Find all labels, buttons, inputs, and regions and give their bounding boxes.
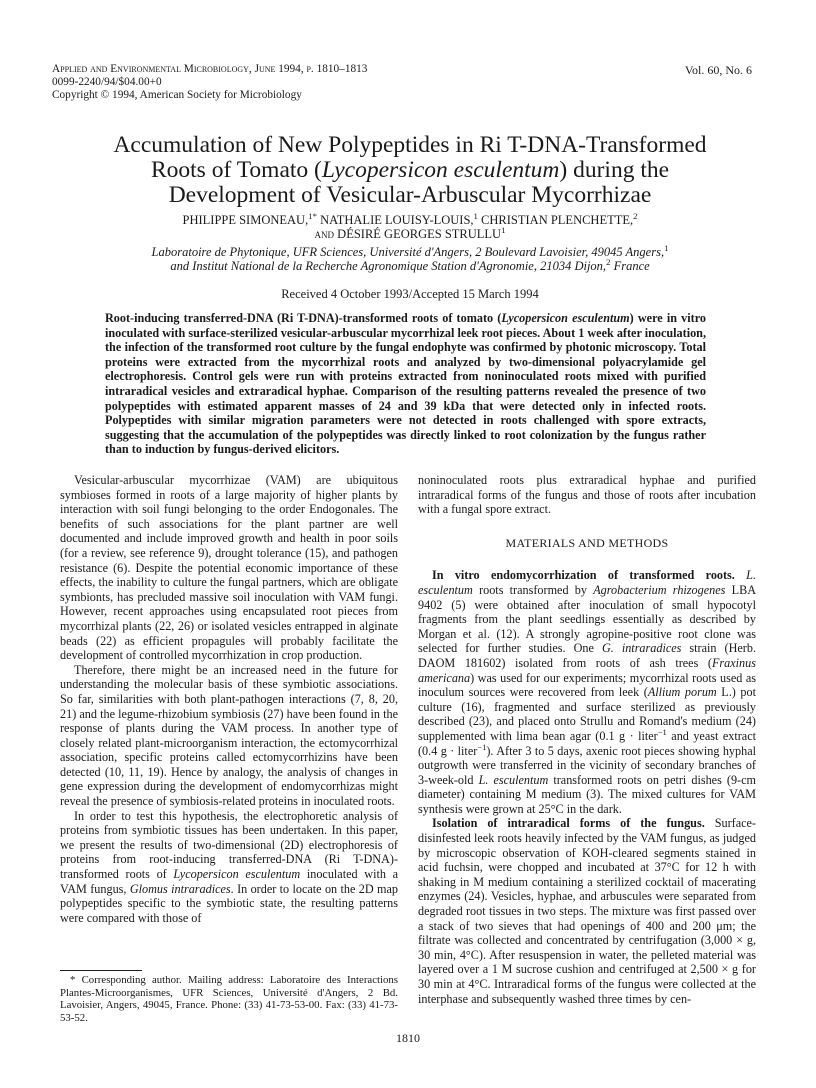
m2-text: Surface-disinfested leek roots heavily infected by the VAM fungus, as judged by microscopic observation of KOH-cleared segments stained in acid fuchsin, were chopped and incubated at 37°C for 12 h with shaking in M medium containing a sterilized cocktail of macerating enzymes (24). Vesicles, hyphae, and arbuscules were separated from degraded root tissues in two steps. The mixture was first passed over a stack of two sieves that had openings of 400 and 200 μm; the filtrate was collected and concentrated by centrifugation (3,000 × g, 30 min, 4°C). After resuspension in water, the pelleted material was layered over a 1 M sucrose cushion and centrifuged at 2,500 × g for 30 min at 4°C. Intraradical forms of the fungus were collected at the interphase and subsequently washed three times by cen- <box>418 816 756 1006</box>
m1-text-f: and yeast extract (0.4 g · liter <box>418 728 756 758</box>
footnote-divider <box>60 970 142 971</box>
volume-issue: Vol. 60, No. 6 <box>684 63 752 77</box>
author-3: CHRISTIAN PLENCHETTE, <box>481 213 634 227</box>
author-4-mark: 1 <box>501 224 506 235</box>
m1-italic-d: Fraxinus americana <box>418 655 756 685</box>
intro-paragraph-3 <box>60 809 398 926</box>
m1-text-a: roots transformed by <box>472 582 594 597</box>
abstract-text-1: Root-inducing transferred-DNA (Ri T-DNA)-transformed roots of tomato ( <box>105 311 502 325</box>
journal-code: 0099-2240/94/$04.00+0 <box>52 76 162 88</box>
author-2-mark: 1 <box>473 210 478 221</box>
left-column <box>60 473 398 925</box>
m1-text-b: LBA 9402 (5) were obtained after inoculation of small hypocotyl fragments from the plant seedlings essentially as described by Morgan et al. (12). A strongly agropine-positive root clone was selected for further studies. One <box>418 582 756 656</box>
author-1: PHILIPPE SIMONEAU, <box>182 213 309 227</box>
affiliation-2-country: France <box>613 259 650 273</box>
abstract-species: Lycopersicon esculentum <box>501 311 630 325</box>
m1-italic-b: Agrobacterium rhizogenes <box>593 582 726 597</box>
title-line-2-pre: Roots of Tomato ( <box>150 157 322 183</box>
abstract-text-2: ) were in vitro inoculated with surface-sterilized vesicular-arbuscular mycorrhizal leek root pieces. About 1 week after inoculation, the infection of the transformed root culture by the fungal endophyte was confirmed by photonic microscopy. Total proteins were extracted from the mycorrhizal roots and analyzed by two-dimensional polyacrylamide gel electrophoresis. Control gels were run with proteins extracted from noninoculated roots mixed with purified intraradical vesicles and extraradical hyphae. Comparison of the resulting patterns revealed the presence of two polypeptides with estimated apparent masses of 24 and 39 kDa that were detected only in infected roots. Polypeptides with similar migration parameters were not detected in roots challenged with spore extracts, suggesting that the accumulation of the polypeptides was directly linked to root colonization by the fungus rather than to induction by fungus-derived elicitors. <box>105 311 706 457</box>
abstract <box>105 311 706 457</box>
copyright: Copyright © 1994, American Society for Microbiology <box>52 89 302 101</box>
title-line-2-post: ) during the <box>559 157 670 183</box>
author-1-mark: 1* <box>308 210 317 221</box>
m1-italic-a: L. esculentum <box>418 568 756 597</box>
methods-paragraph-2 <box>418 816 756 1006</box>
title-line-1: Accumulation of New Polypeptides in Ri T-DNA-Transformed <box>113 132 707 158</box>
methods-paragraph-1 <box>418 568 756 816</box>
intro-p3-fungus: Glomus intraradices <box>129 881 231 896</box>
intro-paragraph-2: Therefore, there might be an increased need in the future for understanding the molecular basis of these symbiotic associations. So far, similarities with both plant-pathogen interactions (7, 8, 20, 21) and the legume-rhizobium symbiosis (27) have been found in the response of plants during the VAM process. In another type of closely related plant-microorganism interaction, the ectomycorrhizal association, specific proteins called ectomycorrhizins have been detected (10, 11, 19). Hence by analogy, the analysis of changes in gene expression during the development of endomycorrhizas might reveal the presence of symbiosis-related proteins in inoculated roots. <box>60 662 398 809</box>
received-dates: Received 4 October 1993/Accepted 15 March 1994 <box>281 287 539 301</box>
author-and: and <box>314 227 335 241</box>
author-4: DÉSIRÉ GEORGES STRULLU <box>337 227 502 241</box>
section-heading-methods: MATERIALS AND METHODS <box>505 535 669 550</box>
m1-italic-c: G. intraradices <box>601 641 682 656</box>
journal-citation: Applied and Environmental Microbiology, June 1994, p. 1810–1813 <box>52 63 368 75</box>
m1-sup-1: −1 <box>657 726 667 737</box>
intro-p3-c: . In order to locate on the 2D map polypeptides specific to the symbiotic state, the resulting patterns were compared with those of <box>60 881 398 925</box>
corresponding-author-footnote: * Corresponding author. Mailing address: Laboratoire des Interactions Plantes-Microorganismes, UFR Sciences, Université d'Angers, 2 Bd. Lavoisier, Angers, 49045, France. Phone: (33) 41-73-53-00. Fax: (33) 41-73-53-52. <box>60 974 398 1024</box>
subsection-heading-isolation: Isolation of intraradical forms of the fungus. <box>432 816 705 831</box>
intro-p3-a: In order to test this hypothesis, the electrophoretic analysis of proteins from symbiotic tissues has been undertaken. In this paper, we present the results of two-dimensional (2D) electrophoresis of proteins from root-inducing transferred-DNA (Ri T-DNA)-transformed roots of <box>60 808 398 882</box>
intro-continuation: noninoculated roots plus extraradical hyphae and purified intraradical forms of the fungus and those of roots after incubation with a fungal spore extract. <box>418 473 756 517</box>
journal-header <box>52 63 367 102</box>
affiliation-2-mark: 2 <box>606 256 611 267</box>
m1-italic-e: Allium porum <box>647 685 717 700</box>
m1-text-h: transformed roots on petri dishes (9-cm diameter) containing M medium (3). The mixed cultures for VAM synthesis were grown at 25°C in the dark. <box>418 772 756 816</box>
intro-paragraph-1: Vesicular-arbuscular mycorrhizae (VAM) are ubiquitous symbioses formed in roots of a large majority of higher plants by interaction with soil fungi belonging to the order Endogonales. The benefits of such associations for the plant partner are well documented and include improved growth and health in poor soils (for a review, see reference 9), drought tolerance (15), and pathogen resistance (6). Despite the potential economic importance of these effects, the inability to culture the fungal partners, which are obligate symbionts, has precluded massive soil inoculation with VAM fungi. However, recent approaches using encapsulated root pieces from mycorrhizal plants (22, 26) or isolated vesicles entrapped in alginate beads (22) as efficient propagules will probably facilitate the development of controlled mycorrhization in crop production. <box>60 473 398 663</box>
author-list <box>40 210 780 241</box>
m1-sup-2: −1 <box>477 741 487 752</box>
affiliation-2: and Institut National de la Recherche Agronomique Station d'Agronomie, 21034 Dijon, <box>170 259 607 273</box>
m1-text-e: L.) pot culture (16), fragmented and surface sterilized as previously described (23), and placed onto Strullu and Romand's medium (24) supplemented with lima bean agar (0.1 g · liter <box>418 685 756 743</box>
page-number: 1810 <box>396 1031 420 1045</box>
m1-text-c: strain (Herb. DAOM 181602) isolated from roots of ash trees ( <box>418 641 756 670</box>
title-line-2-species: Lycopersicon esculentum <box>321 157 560 183</box>
author-3-mark: 2 <box>633 210 638 221</box>
m1-italic-f: L. esculentum <box>478 772 549 787</box>
right-column <box>418 473 756 1006</box>
subsection-heading-endomycorrhization: In vitro endomycorrhization of transformed roots. <box>432 568 735 583</box>
article-title <box>60 133 760 208</box>
title-line-3: Development of Vesicular-Arbuscular Mycorrhizae <box>168 182 652 208</box>
m1-text-d: ) was used for our experiments; mycorrhizal roots used as inoculum sources were recovered from leek ( <box>418 670 756 700</box>
author-2: NATHALIE LOUISY-LOUIS, <box>320 213 474 227</box>
intro-p3-b: inoculated with a VAM fungus, <box>60 867 398 896</box>
title-line-2 <box>60 158 760 183</box>
affiliation-1: Laboratoire de Phytonique, UFR Sciences, Université d'Angers, 2 Boulevard Lavoisier, 49045 Angers, <box>151 245 665 259</box>
affiliation-1-mark: 1 <box>664 242 669 253</box>
m1-text-g: ). After 3 to 5 days, axenic root pieces showing hyphal outgrowth were transferred in the vicinity of secondary branches of 3-week-old <box>418 743 756 787</box>
affiliations <box>40 242 780 273</box>
intro-p3-species: Lycopersicon esculentum <box>173 867 301 882</box>
